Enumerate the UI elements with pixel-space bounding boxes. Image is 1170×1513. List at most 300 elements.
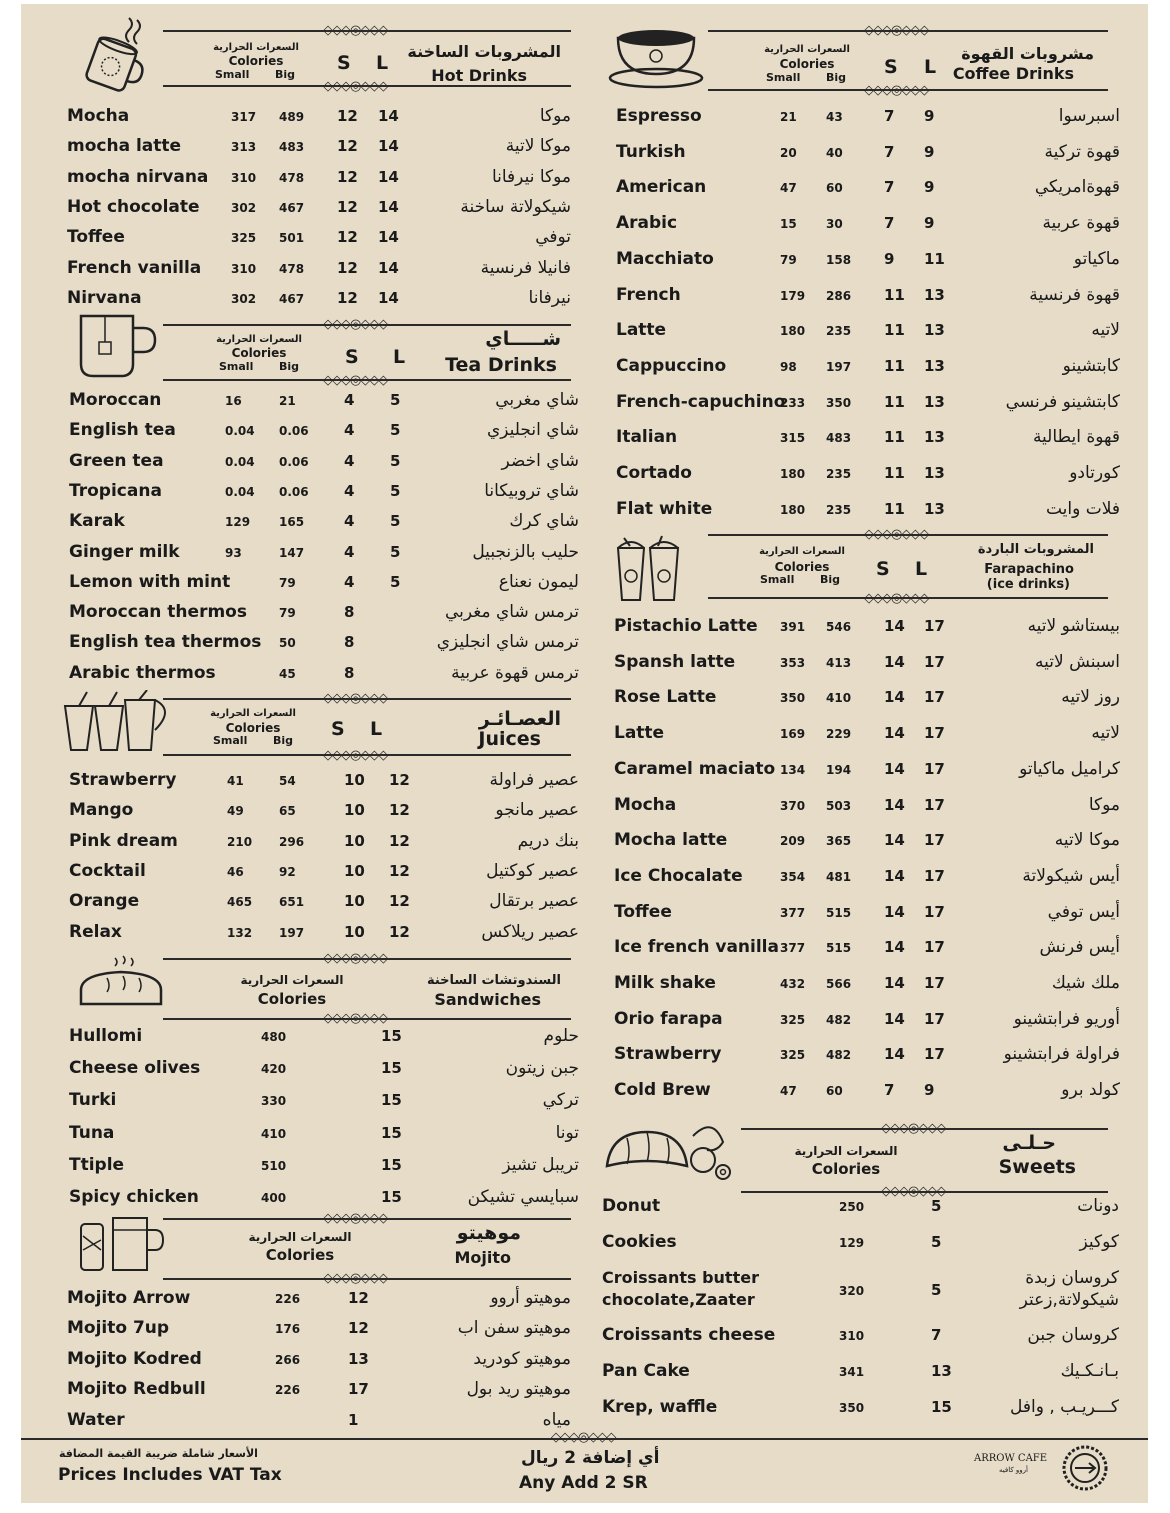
price-large: 11 <box>924 249 945 268</box>
calories: 400 <box>261 1191 287 1205</box>
price-large: 14 <box>378 228 399 247</box>
hot-drinks-section <box>61 16 571 316</box>
price: 5 <box>931 1197 942 1215</box>
price-small: 7 <box>884 1081 895 1100</box>
brand-name: ARROW CAFE <box>974 1453 1048 1464</box>
calories-small: 310 <box>231 170 257 185</box>
ornament: ◇◇◇◎◇◇◇ <box>323 951 388 966</box>
calories-small: 210 <box>227 834 253 849</box>
section-title: Coffee Drinks <box>952 64 1074 83</box>
calories-label: Colories <box>257 990 327 1008</box>
menu-item-row <box>601 1232 1119 1260</box>
calories-small: 41 <box>227 774 244 788</box>
item-name-ar: كـــريـب , وافل <box>1010 1397 1119 1417</box>
calories-big: 197 <box>279 925 305 940</box>
calories: 129 <box>839 1236 865 1250</box>
price-large: 17 <box>924 866 945 885</box>
calories-label-ar: السعرات الحرارية <box>240 973 344 987</box>
price-small: 4 <box>344 481 355 500</box>
calories-small: 129 <box>225 515 251 530</box>
item-name-ar: جبن زيتون <box>505 1058 579 1079</box>
price-large: 5 <box>390 451 401 470</box>
footer-divider <box>21 1438 1148 1440</box>
item-name-ar: موكا <box>1088 794 1120 815</box>
ornament: ◇◇◇◎◇◇◇ <box>323 748 388 763</box>
item-name: Hot chocolate <box>67 196 200 217</box>
calories-label-ar: السعرات الحرارية <box>210 708 296 719</box>
price-small: 10 <box>344 801 365 820</box>
item-name-ar: موهيتو ريد بول <box>466 1379 571 1400</box>
calories-small: 302 <box>231 291 257 306</box>
item-name-ar: تونا <box>555 1122 579 1143</box>
calories-small: 21 <box>780 110 797 124</box>
price-large: 9 <box>924 214 935 233</box>
section-title-ar: شـــــاي <box>485 328 561 350</box>
item-name: Ginger milk <box>69 541 180 562</box>
calories-small: 377 <box>780 905 806 920</box>
size-s-label: S <box>337 52 351 74</box>
item-name: Arabic thermos <box>69 662 216 683</box>
price-large: 12 <box>389 922 410 941</box>
price-small: 14 <box>884 724 905 743</box>
calories-small: 432 <box>780 977 806 991</box>
menu-item-row <box>61 1318 571 1346</box>
price-small: 14 <box>884 617 905 635</box>
price-large: 17 <box>924 688 945 707</box>
calories-big: 482 <box>826 1048 852 1063</box>
item-name: English tea thermos <box>69 632 262 653</box>
menu-item-row <box>606 687 1120 715</box>
item-name: Spicy chicken <box>69 1187 199 1207</box>
item-name: Flat white <box>616 498 713 519</box>
price-small: 12 <box>337 228 358 247</box>
calories-label-ar: السعرات الحرارية <box>213 42 299 53</box>
item-name-ar: أيس فرنش <box>1039 937 1120 958</box>
calories-big: 566 <box>826 977 852 991</box>
price-small: 12 <box>337 288 358 307</box>
menu-item-row <box>61 420 579 448</box>
menu-item-row <box>601 1397 1119 1425</box>
menu-item-row <box>606 973 1120 1001</box>
item-name-ar: ترمس قهوة عربية <box>451 662 579 683</box>
price-large: 17 <box>924 759 945 778</box>
price-small: 4 <box>344 542 355 561</box>
calories: 320 <box>839 1284 865 1298</box>
price-small: 8 <box>344 633 355 652</box>
item-name: Cappuccino <box>616 355 727 376</box>
item-name-ar: كروسان جبن <box>1027 1325 1119 1345</box>
item-name: American <box>616 177 707 198</box>
menu-item-row <box>606 723 1120 751</box>
item-name: Cold Brew <box>614 1080 711 1101</box>
item-name: English tea <box>69 420 176 441</box>
menu-item-row <box>606 463 1120 491</box>
price-large: 17 <box>924 1045 945 1064</box>
calories-small: 353 <box>780 655 806 670</box>
menu-item-row <box>606 901 1120 930</box>
calories-small: 47 <box>780 1084 797 1099</box>
calories-big: 467 <box>279 200 305 215</box>
calories-small: 0.04 <box>225 424 255 439</box>
price-large: 5 <box>390 421 401 440</box>
item-name: Cortado <box>616 463 692 483</box>
calories-label-ar: السعرات الحرارية <box>248 1230 352 1244</box>
item-name: Espresso <box>616 106 702 126</box>
price-small: 4 <box>344 421 355 440</box>
calories-label: Colories <box>231 346 287 360</box>
price-large: 5 <box>390 572 401 591</box>
calories-big: 235 <box>826 467 852 481</box>
item-name: Mojito Kodred <box>67 1348 202 1369</box>
price-small: 14 <box>884 902 905 921</box>
coffee-cup-saucer-icon <box>606 24 706 90</box>
calories-label: Colories <box>779 57 835 71</box>
section-subtitle: (ice drinks) <box>986 577 1070 592</box>
price: 15 <box>381 1123 402 1142</box>
item-name: Strawberry <box>614 1044 722 1065</box>
price-large: 13 <box>924 499 945 518</box>
item-name-ar: حليب بالزنجبيل <box>472 541 579 562</box>
tea-cup-icon <box>75 312 165 382</box>
item-name: Italian <box>616 427 678 448</box>
menu-board <box>21 4 1148 1503</box>
section-title: Tea Drinks <box>445 354 557 376</box>
price-small: 10 <box>344 922 365 941</box>
price: 13 <box>348 1349 369 1368</box>
item-name: French-capuchino <box>616 391 786 412</box>
calories-small: 180 <box>780 502 806 517</box>
calories-small: 169 <box>780 727 806 742</box>
menu-item-row <box>606 758 1120 787</box>
price-large: 17 <box>924 795 945 814</box>
price-large: 13 <box>924 356 945 375</box>
menu-item-row <box>606 177 1120 205</box>
calories: 480 <box>261 1030 287 1044</box>
ornament: ◇◇◇◎◇◇◇ <box>323 1011 388 1026</box>
calories: 341 <box>839 1365 865 1379</box>
menu-item-row <box>61 197 571 225</box>
item-name: Pink dream <box>69 830 178 851</box>
item-name-ar: دونات <box>1077 1196 1119 1216</box>
item-name: Latte <box>616 320 667 341</box>
price-small: 14 <box>884 1045 905 1064</box>
item-name: Milk shake <box>614 973 716 993</box>
cold-drinks-section <box>606 522 1120 1122</box>
menu-item-row <box>606 284 1120 313</box>
menu-item-row <box>61 106 571 134</box>
calories-big: 413 <box>826 655 852 670</box>
calories-small: 354 <box>780 869 806 884</box>
menu-item-row <box>606 1080 1120 1108</box>
calories-big: 194 <box>826 762 852 777</box>
size-s-label: S <box>876 558 890 580</box>
item-name-ar: قهوة عربية <box>1042 213 1120 234</box>
mojito-section <box>61 1208 571 1434</box>
add-price: Any Add 2 SR <box>519 1473 648 1493</box>
item-name-ar: تريبل تشيز <box>502 1154 579 1175</box>
item-name: Cocktail <box>69 860 146 881</box>
price-large: 14 <box>378 107 399 125</box>
menu-item-row <box>606 141 1120 170</box>
price-large: 9 <box>924 178 935 197</box>
price-small: 14 <box>884 759 905 778</box>
item-name: Toffee <box>614 901 672 922</box>
calories-label: Colories <box>228 54 284 68</box>
item-name: Mocha latte <box>614 830 728 851</box>
item-name-ar: موكا لاتية <box>505 136 571 157</box>
item-name-ar: مياه <box>542 1409 571 1430</box>
item-name: Strawberry <box>69 770 177 790</box>
item-name-ar: بنك دريم <box>517 830 579 851</box>
calories-small: 134 <box>780 762 806 777</box>
calories-big: 503 <box>826 798 852 813</box>
price-large: 17 <box>924 1009 945 1028</box>
calories-big: 483 <box>279 140 305 155</box>
item-name-line2: chocolate,Zaater <box>602 1290 755 1309</box>
calories: 310 <box>839 1329 865 1343</box>
price-large: 5 <box>390 391 401 409</box>
menu-item-row <box>606 213 1120 241</box>
section-title: Juices <box>478 728 541 750</box>
price: 15 <box>931 1398 952 1416</box>
menu-item-row <box>606 794 1120 823</box>
calories-big: 235 <box>826 324 852 339</box>
big-label: Big <box>273 734 294 747</box>
menu-item-row <box>601 1268 1119 1314</box>
calories-small: 0.04 <box>225 454 255 469</box>
calories-big: 482 <box>826 1012 852 1027</box>
calories-big: 0.06 <box>279 484 309 499</box>
item-name: Moroccan thermos <box>69 602 247 623</box>
calories: 350 <box>839 1401 865 1415</box>
coffee-mug-icon <box>75 16 155 96</box>
arrow-cafe-logo-icon <box>1061 1444 1109 1492</box>
item-name-ar: كوكيز <box>1079 1232 1119 1252</box>
price-small: 10 <box>344 771 365 789</box>
price-small: 4 <box>344 572 355 591</box>
price-large: 12 <box>389 831 410 850</box>
price-large: 5 <box>390 512 401 531</box>
price-small: 12 <box>337 197 358 216</box>
menu-item-row <box>61 800 579 828</box>
menu-item-row <box>606 937 1120 965</box>
item-name: Caramel maciato <box>614 758 776 779</box>
price-large: 14 <box>378 197 399 216</box>
calories-small: 377 <box>780 941 806 956</box>
menu-item-row <box>61 1288 571 1316</box>
menu-item-row <box>61 662 579 691</box>
section-title: Sweets <box>998 1156 1076 1178</box>
calories: 330 <box>261 1094 287 1109</box>
menu-item-row <box>601 1361 1119 1389</box>
price-small: 8 <box>344 603 355 622</box>
price-large: 14 <box>378 288 399 307</box>
item-name: mocha nirvana <box>67 166 209 187</box>
calories-big: 489 <box>279 110 305 124</box>
item-name-ar: كابتشينو <box>1062 355 1120 376</box>
item-name-ar: فلات وايت <box>1045 498 1120 519</box>
calories-small: 98 <box>780 359 797 374</box>
calories: 266 <box>275 1352 301 1367</box>
item-name: Ice french vanilla <box>614 937 779 958</box>
price-large: 9 <box>924 107 935 125</box>
menu-item-row <box>61 1154 579 1183</box>
ornament: ◇◇◇◎◇◇◇ <box>881 1184 946 1199</box>
size-l-label: L <box>393 346 406 368</box>
calories-big: 515 <box>826 905 852 920</box>
item-name: Arabic <box>616 213 678 234</box>
item-name-ar: حلوم <box>543 1026 579 1046</box>
price-small: 14 <box>884 938 905 957</box>
menu-item-row <box>61 1090 579 1118</box>
price-small: 10 <box>344 861 365 880</box>
menu-item-row <box>606 1044 1120 1072</box>
calories-big: 79 <box>279 575 296 590</box>
price-large: 12 <box>389 801 410 820</box>
calories-small: 370 <box>780 798 806 813</box>
item-name-ar: عصير ريلاكس <box>481 921 579 942</box>
menu-item-row <box>606 830 1120 858</box>
item-name-ar: كابتشينو فرنسي <box>1005 391 1120 412</box>
item-name: Mocha <box>614 794 677 815</box>
item-name-ar: قهوة ايطالية <box>1032 427 1120 448</box>
price-large: 12 <box>389 771 410 789</box>
item-name: Donut <box>602 1196 661 1216</box>
price-small: 12 <box>337 258 358 277</box>
small-label: Small <box>766 71 801 84</box>
menu-item-row <box>61 1058 579 1086</box>
calories-small: 325 <box>780 1012 806 1027</box>
menu-item-row <box>606 1008 1120 1037</box>
price-small: 7 <box>884 107 895 125</box>
section-title-ar: موهيتو <box>456 1222 521 1244</box>
item-name: Krep, waffle <box>602 1397 718 1417</box>
item-name-ar: ترمس شاي انجليزي <box>436 632 579 653</box>
calories-big: 50 <box>279 636 296 651</box>
ornament: ◇◇◇◎◇◇◇ <box>323 373 388 388</box>
item-name: Tropicana <box>69 480 162 501</box>
item-name: French <box>616 284 681 305</box>
item-name-ar: تركي <box>542 1090 579 1111</box>
ornament: ◇◇◇◎◇◇◇ <box>864 591 929 606</box>
price-small: 14 <box>884 831 905 850</box>
item-name-ar: اسبرسوا <box>1058 106 1120 126</box>
calories-small: 180 <box>780 467 806 481</box>
item-name-ar: موكا لاتيه <box>1054 830 1120 851</box>
item-name: Turki <box>69 1090 117 1111</box>
price-large: 5 <box>390 542 401 561</box>
calories-big: 483 <box>826 431 852 446</box>
item-name: Orio farapa <box>614 1008 723 1029</box>
calories-small: 465 <box>227 895 253 910</box>
menu-item-row <box>61 227 571 255</box>
calories-big: 350 <box>826 395 852 410</box>
calories-big: 0.06 <box>279 454 309 469</box>
calories-small: 0.04 <box>225 484 255 499</box>
calories-label: Colories <box>265 1246 335 1264</box>
price-large: 12 <box>389 892 410 911</box>
calories: 420 <box>261 1062 287 1077</box>
menu-item-row <box>61 1026 579 1054</box>
price-small: 11 <box>884 392 905 411</box>
price-large: 14 <box>378 258 399 277</box>
price-small: 14 <box>884 866 905 885</box>
calories-big: 158 <box>826 252 852 267</box>
item-name-ar: قهوة فرنسية <box>1029 284 1120 305</box>
calories-small: 132 <box>227 925 253 940</box>
calories: 226 <box>275 1292 301 1306</box>
calories-big: 147 <box>279 545 305 560</box>
size-l-label: L <box>370 718 383 740</box>
menu-item-row <box>606 865 1120 894</box>
item-name-ar: أيس شيكولاتة <box>1022 865 1120 886</box>
price-large: 14 <box>378 167 399 186</box>
section-title: Farapachino <box>984 562 1074 577</box>
calories-big: 515 <box>826 941 852 956</box>
size-s-label: S <box>345 346 359 368</box>
calories-big: 197 <box>826 359 852 374</box>
calories-big: 481 <box>826 869 852 884</box>
price: 5 <box>931 1233 942 1251</box>
item-name: Mango <box>69 800 134 821</box>
size-l-label: L <box>924 56 937 78</box>
item-name-ar: شاي تروبيكانا <box>484 480 579 501</box>
calories-small: 302 <box>231 200 257 215</box>
menu-item-row <box>61 258 571 286</box>
price-large: 17 <box>924 724 945 743</box>
price-small: 11 <box>884 356 905 375</box>
item-name: Mojito Arrow <box>67 1288 191 1308</box>
price-small: 4 <box>344 451 355 470</box>
menu-item-row <box>601 1196 1119 1224</box>
price: 15 <box>381 1155 402 1174</box>
calories: 176 <box>275 1322 301 1337</box>
juices-section <box>61 688 579 948</box>
item-name: Toffee <box>67 227 125 248</box>
sweets-section <box>601 1114 1119 1424</box>
item-name: Orange <box>69 891 140 912</box>
item-name-ar: شيكولاتة ساخنة <box>460 196 571 217</box>
item-name-ar: ليمون نعناع <box>498 571 579 592</box>
item-name: Moroccan <box>69 390 162 410</box>
calories-label: Colories <box>811 1160 881 1178</box>
item-name-ar: شاي مغربي <box>495 390 579 410</box>
price-large: 17 <box>924 974 945 992</box>
tea-drinks-section <box>61 312 579 692</box>
calories-small: 180 <box>780 324 806 339</box>
item-name: Latte <box>614 723 665 744</box>
calories-small: 179 <box>780 288 806 303</box>
item-name: French vanilla <box>67 257 202 278</box>
item-name: Lemon with mint <box>69 571 231 592</box>
calories-big: 165 <box>279 515 305 530</box>
calories-small: 310 <box>231 261 257 276</box>
price-small: 4 <box>344 391 355 409</box>
calories-label: Colories <box>774 560 830 574</box>
coffee-drinks-section <box>606 16 1120 526</box>
ornament: ◇◇◇◎◇◇◇ <box>323 317 388 332</box>
menu-item-row <box>61 1122 579 1151</box>
brand-name-ar: أروو كافيه <box>999 1466 1028 1474</box>
price-large: 5 <box>390 481 401 500</box>
item-name: Hullomi <box>69 1026 143 1046</box>
item-name: Water <box>67 1409 125 1430</box>
price-large: 12 <box>389 861 410 880</box>
calories-label-ar: السعرات الحرارية <box>764 44 850 55</box>
calories-small: 325 <box>780 1048 806 1063</box>
price-large: 9 <box>924 1081 935 1100</box>
menu-item-row <box>606 427 1120 455</box>
